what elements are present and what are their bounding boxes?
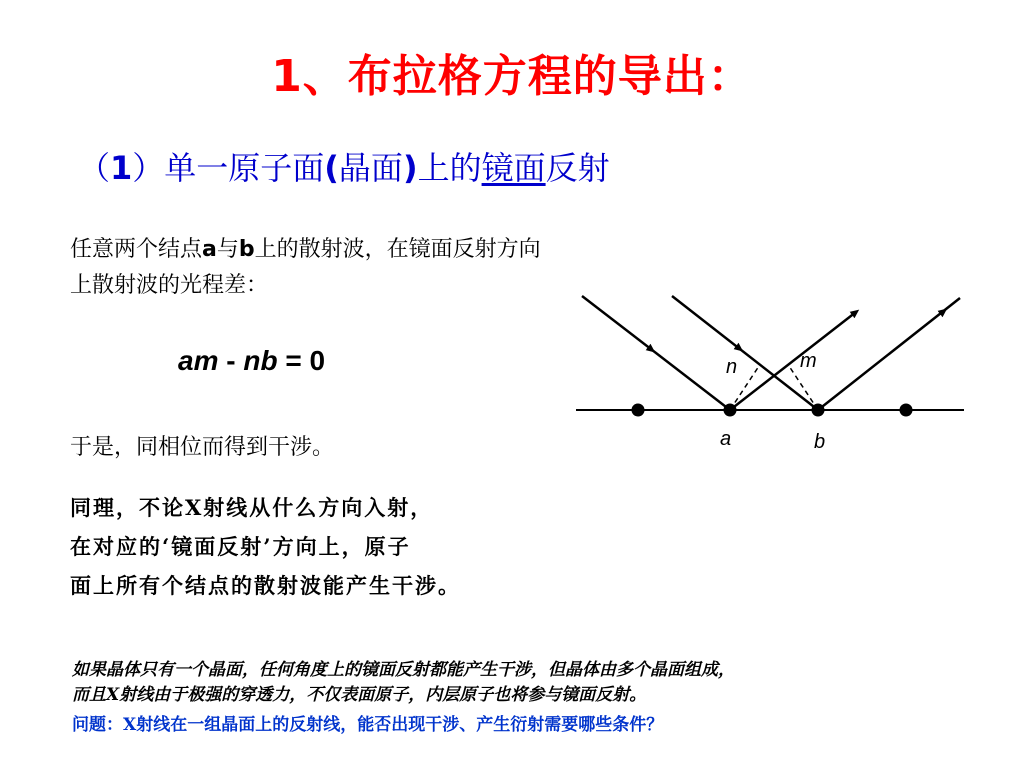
para1-node-b: b [238, 237, 255, 262]
label-n: n [726, 356, 738, 378]
question-text: 问题：X射线在一组晶面上的反射线，能否出现干涉、产生衍射需要哪些条件？ [72, 715, 664, 735]
subtitle-mirror: 镜面 [481, 149, 546, 187]
para3-line-1: 同理，不论X射线从什么方向入射， [70, 495, 434, 520]
subtitle-mid: ）单一原子面 [132, 149, 325, 187]
any-direction-text [70, 488, 590, 605]
crystal-note [72, 658, 992, 708]
incident-ray-1 [582, 296, 730, 410]
para3-line-2: 在对应的‘镜面反射’方向上，原子 [70, 534, 411, 559]
lattice-node-b [812, 404, 825, 417]
subtitle-crystal: 晶面 [338, 149, 403, 187]
section-subtitle [78, 143, 610, 189]
slide-title: 1、布拉格方程的导出： [271, 51, 753, 102]
formula-eq: = 0 [277, 345, 326, 376]
subtitle-prefix: （ [78, 149, 111, 187]
para3-line-3: 面上所有个结点的散射波能产生干涉。 [70, 573, 461, 598]
interference-text: 于是，同相位而得到干涉。 [70, 435, 335, 460]
lattice-node [900, 404, 913, 417]
lattice-node [632, 404, 645, 417]
path-difference-text [70, 232, 550, 304]
subtitle-paren-open: ( [324, 149, 339, 187]
subtitle-reflect: 反射 [545, 149, 610, 187]
label-a: a [720, 428, 732, 450]
label-b: b [814, 431, 826, 453]
para1-text-1: 任意两个结点 [70, 237, 203, 262]
lattice-node-a [724, 404, 737, 417]
perpendicular-m [789, 366, 818, 410]
reflected-ray-2 [818, 298, 960, 410]
formula-minus: - [218, 345, 244, 376]
subtitle-paren-close: ) [402, 149, 418, 187]
path-difference-formula [178, 345, 325, 377]
para1-node-a: a [202, 237, 217, 262]
label-m: m [800, 350, 817, 372]
para1-text-2: 与 [216, 237, 239, 262]
subtitle-number: 1 [110, 149, 133, 187]
subtitle-on: 上的 [417, 149, 482, 187]
formula-am: am [178, 345, 219, 376]
formula-nb: nb [243, 345, 278, 376]
mirror-reflection-diagram [560, 280, 980, 460]
note-line-2: 而且X射线由于极强的穿透力，不仅表面原子，内层原子也将参与镜面反射。 [72, 685, 647, 705]
para1-text-3: 上的散射波，在镜面反射方向上散射波的光程差： [70, 237, 541, 298]
incident-ray-2 [672, 296, 818, 410]
note-line-1: 如果晶体只有一个晶面，任何角度上的镜面反射都能产生干涉，但晶体由多个晶面组成， [72, 660, 735, 680]
